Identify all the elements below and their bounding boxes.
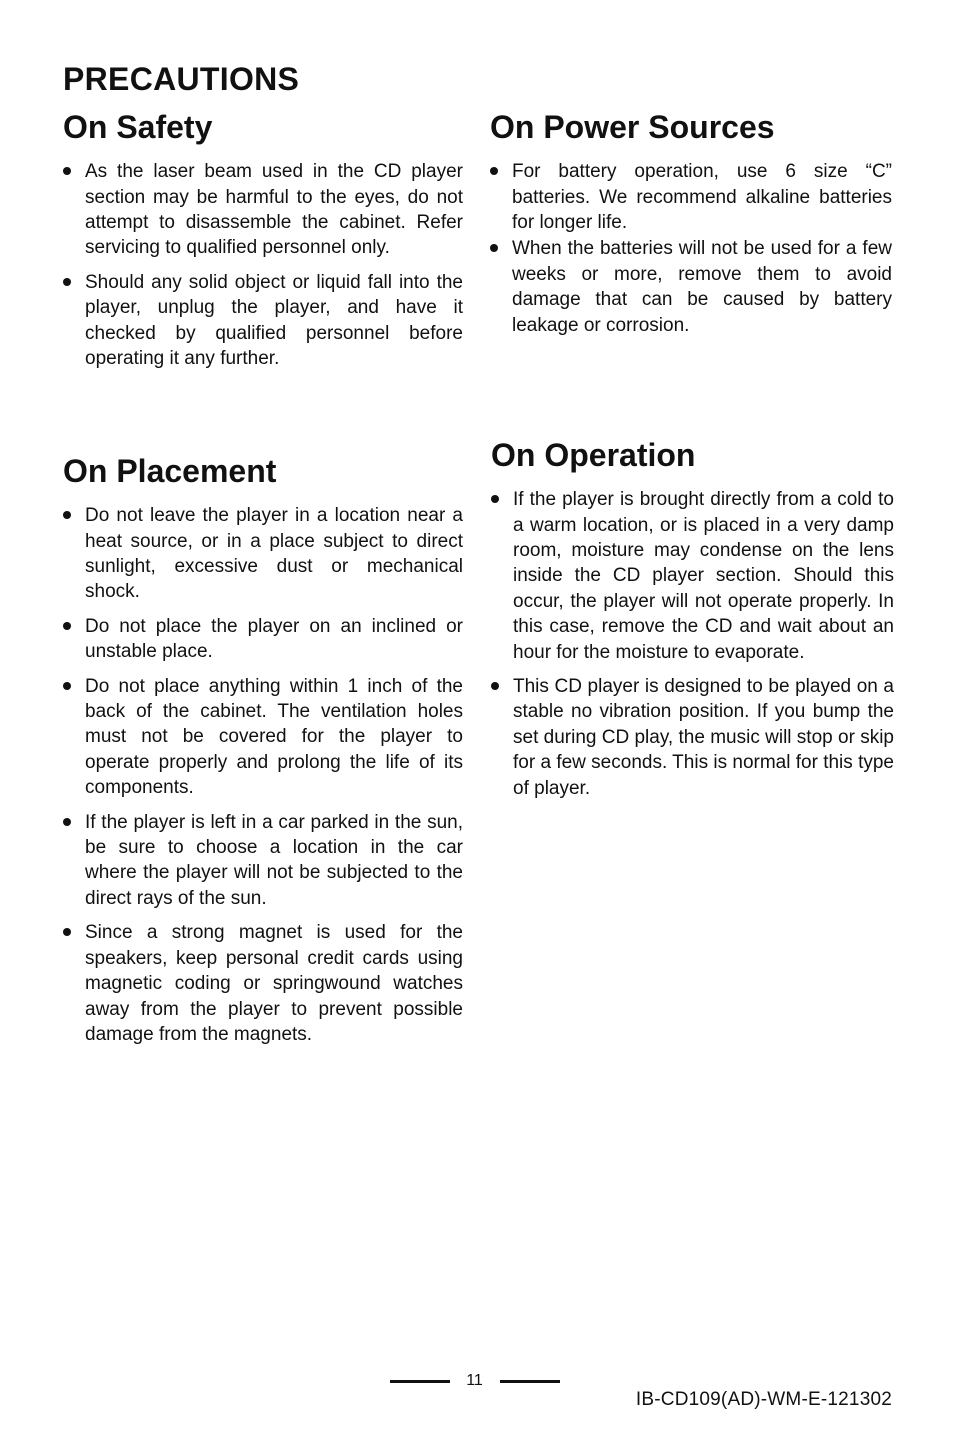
list-item: [63, 159, 463, 261]
list-item-text: Do not place the player on an inclined or unstable place.: [85, 615, 463, 663]
list-item: [63, 674, 463, 801]
list-item: [63, 270, 463, 372]
list-item: [491, 674, 894, 801]
section-heading-placement: On Placement: [63, 453, 277, 489]
list-item: [63, 614, 463, 665]
bullet-icon: [491, 682, 499, 690]
list-item-text: If the player is brought directly from a cold to a warm location, or is placed in a very damp room, moisture may condense on the lens inside the CD player section. Should this occur, the player will not operate properly. In this case, remove the CD and wait about an hour for the moisture to evaporate.: [513, 489, 894, 663]
section-on-operation: [491, 438, 894, 810]
list-item: [490, 236, 892, 338]
bullet-icon: [63, 167, 71, 175]
document-code: IB-CD109(AD)-WM-E-121302: [635, 1389, 892, 1410]
footer-rule-right: [500, 1380, 560, 1383]
list-item-text: Should any solid object or liquid fall into the player, unplug the player, and have it checked by qualified personnel before operating it any further.: [85, 271, 463, 370]
bullet-icon: [63, 928, 71, 936]
list-item: [63, 810, 463, 912]
bullet-icon: [63, 682, 71, 690]
bullet-list-safety: [63, 159, 463, 371]
list-item-text: Since a strong magnet is used for the speakers, keep personal credit cards using magnetic coding or springwound watches away from the player to prevent possible damage from the magnets.: [85, 922, 463, 1045]
bullet-list-operation: [491, 487, 894, 801]
bullet-list-placement: [63, 503, 463, 1047]
bullet-list-power: [490, 159, 892, 338]
footer-rule-left: [390, 1380, 450, 1383]
list-item-text: If the player is left in a car parked in the sun, be sure to choose a location in the car where the player will not be subjected to the direct rays of the sun.: [85, 811, 463, 909]
page-title: PRECAUTIONS: [63, 61, 300, 97]
list-item: [63, 503, 463, 605]
bullet-icon: [490, 167, 498, 175]
list-item-text: As the laser beam used in the CD player section may be harmful to the eyes, do not attempt to disassemble the cabinet. Refer servicing to qualified personnel only.: [85, 161, 463, 259]
section-heading-safety: On Safety: [63, 109, 213, 145]
list-item: [491, 487, 894, 665]
list-item-text: When the batteries will not be used for a few weeks or more, remove them to avoid damage that can be caused by battery leakage or corrosion.: [512, 238, 892, 336]
section-on-safety: [63, 110, 463, 380]
section-on-placement: [63, 454, 463, 1056]
list-item-text: Do not place anything within 1 inch of the back of the cabinet. The ventilation holes must not be covered for the player to operate properly and prolong the life of its components.: [85, 675, 463, 799]
section-heading-power: On Power Sources: [490, 109, 775, 145]
bullet-icon: [63, 278, 71, 286]
section-on-power-sources: [490, 110, 892, 347]
list-item-text: Do not leave the player in a location near a heat source, or in a place subject to direct sunlight, excessive dust or mechanical shock.: [85, 505, 463, 603]
list-item: [63, 920, 463, 1047]
bullet-icon: [63, 511, 71, 519]
bullet-icon: [63, 818, 71, 826]
bullet-icon: [490, 244, 498, 252]
bullet-icon: [63, 622, 71, 630]
list-item-text: This CD player is designed to be played on a stable no vibration position. If you bump the set during CD play, the music will stop or skip for a few seconds. This is normal for this type of player.: [513, 676, 894, 799]
section-heading-operation: On Operation: [491, 437, 696, 473]
bullet-icon: [491, 495, 499, 503]
page-number: 11: [466, 1372, 483, 1389]
list-item: [490, 159, 892, 235]
list-item-text: For battery operation, use 6 size “C” batteries. We recommend alkaline batteries for longer life.: [512, 161, 892, 233]
